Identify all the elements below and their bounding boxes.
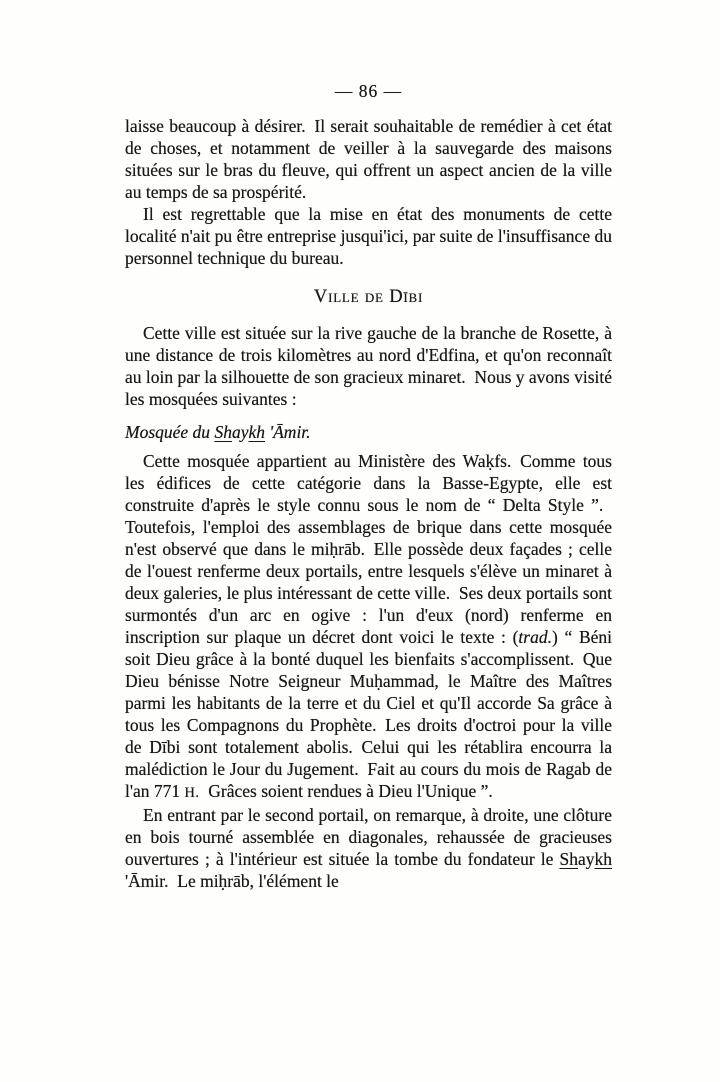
text-run: ay [231,422,249,442]
text-run: Cette mosquée appartient au Ministère des Waḳfs. Comme tous les édifices de cette catégorie dans la Basse-Egypte, elle est construite d'après le style connu sous le nom de “ Delta Style ”. Toutefois, l'emploi des assemblages de brique dans cette mosquée n'est observé que dans le miḥrāb. Elle possède deux façades ; celle de l'ouest renferme deux portails, entre lesquels s'élève un minaret à deux galeries, le plus intéressant de cette ville. Ses deux portails sont surmontés d'un arc en ogive : l'un d'eux (nord) renferme en inscription sur plaque un décret dont voici le texte : ( [125,451,612,647]
text-run: trad. [518,627,552,647]
paragraph [125,322,612,410]
text-run: 'Āmir. Le miḥrāb, l'élément le [125,871,339,891]
paragraph [125,450,612,804]
text-run: Ville de Dībi [313,287,424,307]
paragraph [125,203,612,269]
text-run: kh [594,849,612,869]
text-run: Cette ville est située sur la rive gauche de la branche de Rosette, à une distance de trois kilomètres au nord d'Edfina, et qu'on reconnaît au loin par la silhouette de son gracieux minaret. Nous y avons visité les mosquées suivantes : [125,323,612,409]
subheading [125,421,612,443]
page-content [125,115,612,892]
text-run: Il est regrettable que la mise en état des monuments de cette localité n'ait pu être entreprise jusqui'ici, par suite de l'insuffisance du personnel technique du bureau. [125,204,612,268]
text-run: ) “ Béni soit Dieu grâce à la bonté duquel les bienfaits s'accomplissent. Que Dieu bénisse Notre Seigneur Muḥammad, le Maître des Maîtres parmi les habitants de la terre et du Ciel et qu'Il accorde Sa grâce à tous les Compagnons du Prophète. Les droits d'octroi pour la ville de Dībi sont totalement abolis. Celui qui les rétablira encourra la malédiction le Jour du Jugement. Fait au cours du mois de Ragab de l'an 771 [125,627,613,801]
paragraph [125,115,612,203]
text-run: En entrant par le second portail, on remarque, à droite, une clôture en bois tourné assemblée en diagonales, rehaussée de gracieuses ouvertures ; à l'intérieur est située la tombe du fondateur le [125,805,612,869]
text-run: Sh [214,422,232,442]
text-run: ay [577,849,595,869]
text-run: laisse beaucoup à désirer. Il serait souhaitable de remédier à cet état de choses, et notamment de veiller à la sauvegarde des maisons situées sur le bras du fleuve, qui offrent un aspect ancien de la ville au temps de sa prospérité. [125,116,612,202]
text-run: 'Āmir. [265,422,311,442]
section-heading [125,286,612,308]
text-run: Mosquée du [125,422,215,442]
paragraph [125,804,612,892]
page-number: — 86 — [334,81,403,101]
text-run: Sh [559,849,578,869]
text-run: Grâces soient rendues à Dieu l'Unique ”. [199,781,493,801]
text-run: H. [184,785,200,801]
text-run: kh [248,422,265,442]
text-block [125,80,612,892]
